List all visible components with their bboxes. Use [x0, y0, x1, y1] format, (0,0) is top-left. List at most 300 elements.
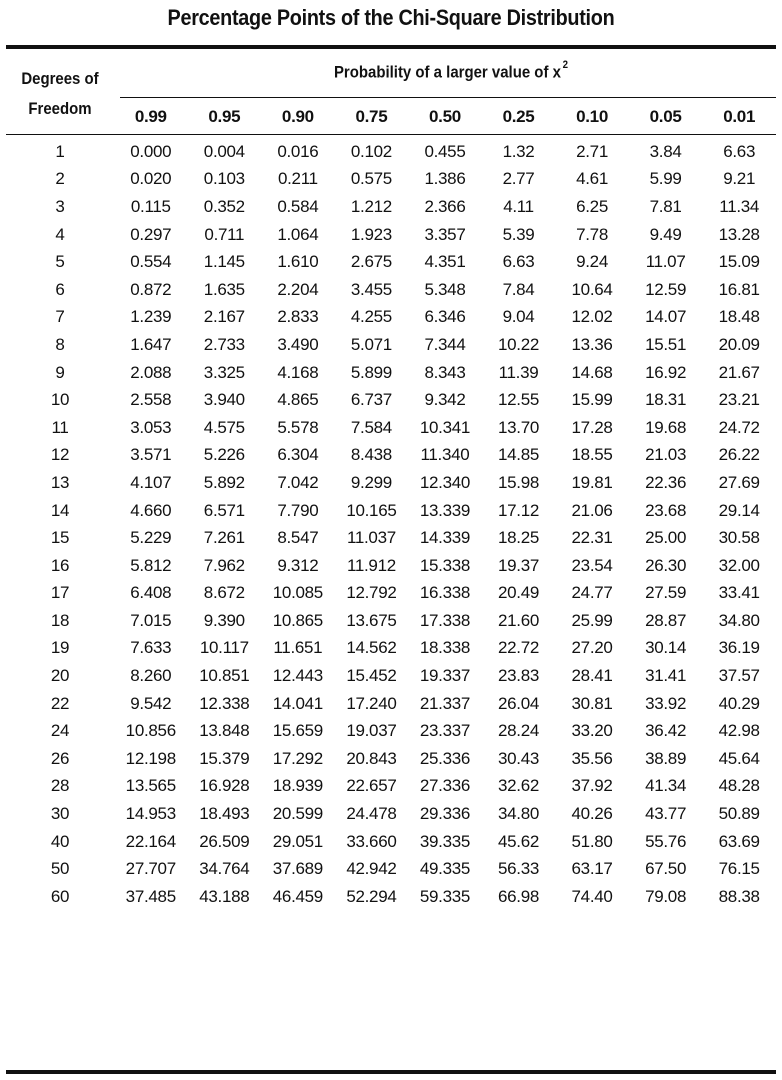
table-row	[6, 855, 776, 883]
table-row	[6, 304, 776, 332]
table-cell: 3.490	[277, 334, 319, 354]
table-cell: 34.80	[718, 610, 760, 630]
table-cell: 8.438	[350, 445, 392, 465]
table-cell: 21.06	[571, 500, 613, 520]
table-row	[6, 193, 776, 221]
table-cell: 13.339	[419, 500, 471, 520]
table-cell: 18.338	[419, 638, 471, 658]
table-cell: 15.452	[346, 666, 397, 686]
table-cell: 14.85	[497, 445, 540, 465]
table-cell: 6.63	[723, 141, 756, 161]
table-cell: 1.145	[203, 252, 245, 272]
degrees-of-freedom-cell: 18	[50, 610, 70, 630]
table-cell: 37.92	[571, 776, 613, 796]
degrees-of-freedom-cell: 16	[50, 555, 70, 575]
table-cell: 14.68	[571, 362, 613, 382]
table-cell: 12.792	[346, 583, 397, 603]
table-cell: 4.660	[130, 500, 172, 520]
table-cell: 20.843	[346, 748, 397, 768]
page-title: Percentage Points of the Chi-Square Distribution	[167, 5, 615, 30]
table-cell: 28.24	[497, 721, 540, 741]
table-cell: 17.338	[419, 610, 471, 630]
table-cell: 0.352	[203, 196, 245, 216]
degrees-of-freedom-cell: 15	[50, 528, 70, 548]
table-cell: 12.02	[571, 307, 613, 327]
table-cell: 29.051	[272, 831, 323, 851]
table-cell: 13.675	[346, 610, 397, 630]
table-cell: 37.485	[125, 886, 176, 906]
table-cell: 13.70	[497, 417, 540, 437]
table-cell: 15.659	[272, 721, 323, 741]
table-cell: 24.72	[718, 417, 760, 437]
degrees-of-freedom-cell: 1	[55, 141, 65, 161]
table-cell: 1.064	[277, 224, 319, 244]
table-cell: 5.226	[203, 445, 245, 465]
table-cell: 13.28	[718, 224, 760, 244]
table-row	[6, 414, 776, 442]
table-cell: 3.325	[203, 362, 245, 382]
table-row	[6, 442, 776, 470]
table-cell: 2.71	[576, 141, 608, 161]
table-cell: 38.89	[645, 748, 687, 768]
table-cell: 33.92	[645, 693, 687, 713]
table-cell: 42.942	[346, 859, 397, 879]
table-cell: 9.342	[424, 390, 466, 410]
table-cell: 6.304	[277, 445, 319, 465]
table-cell: 33.20	[571, 721, 613, 741]
table-cell: 30.43	[497, 748, 540, 768]
table-cell: 19.81	[571, 472, 613, 492]
table-cell: 7.344	[424, 334, 466, 354]
table-cell: 0.103	[203, 169, 245, 189]
table-body	[6, 138, 776, 911]
table-cell: 13.565	[125, 776, 176, 796]
table-cell: 3.571	[130, 445, 172, 465]
table-cell: 23.68	[645, 500, 687, 520]
degrees-of-freedom-cell: 12	[50, 445, 70, 465]
table-cell: 5.99	[649, 169, 682, 189]
table-cell: 17.240	[346, 693, 397, 713]
table-cell: 40.26	[571, 804, 613, 824]
table-cell: 0.020	[130, 169, 172, 189]
table-cell: 41.34	[645, 776, 687, 796]
table-cell: 26.04	[497, 693, 540, 713]
table-cell: 12.340	[419, 472, 471, 492]
table-cell: 27.20	[571, 638, 613, 658]
table-cell: 11.651	[273, 638, 323, 658]
table-cell: 14.953	[125, 804, 176, 824]
table-cell: 10.165	[346, 500, 397, 520]
table-cell: 7.84	[502, 279, 535, 299]
table-cell: 15.98	[497, 472, 540, 492]
table-cell: 19.68	[645, 417, 687, 437]
table-cell: 2.77	[502, 169, 535, 189]
table-cell: 67.50	[645, 859, 687, 879]
table-cell: 39.335	[419, 831, 471, 851]
table-cell: 22.36	[645, 472, 687, 492]
table-cell: 17.292	[272, 748, 323, 768]
dof-header-line1: Degrees of	[21, 69, 99, 88]
table-cell: 55.76	[645, 831, 687, 851]
table-cell: 0.016	[277, 141, 319, 161]
degrees-of-freedom-cell: 4	[55, 224, 65, 244]
table-cell: 0.711	[204, 224, 245, 244]
table-cell: 22.657	[346, 776, 397, 796]
table-cell: 36.19	[718, 638, 760, 658]
table-cell: 48.28	[718, 776, 760, 796]
table-row	[6, 552, 776, 580]
table-cell: 2.833	[277, 307, 319, 327]
table-cell: 23.83	[497, 666, 540, 686]
table-cell: 35.56	[571, 748, 613, 768]
table-cell: 76.15	[718, 859, 760, 879]
table-cell: 21.03	[645, 445, 687, 465]
table-cell: 20.49	[497, 583, 540, 603]
table-cell: 52.294	[346, 886, 397, 906]
probability-column-header: 0.01	[723, 107, 756, 126]
table-cell: 45.64	[718, 748, 760, 768]
table-cell: 9.49	[649, 224, 682, 244]
table-cell: 11.07	[645, 252, 686, 272]
table-row	[6, 662, 776, 690]
table-cell: 6.63	[502, 252, 535, 272]
table-cell: 16.81	[718, 279, 760, 299]
table-cell: 19.37	[497, 555, 540, 575]
table-cell: 18.48	[718, 307, 760, 327]
table-cell: 13.848	[199, 721, 250, 741]
table-cell: 24.478	[346, 804, 397, 824]
degrees-of-freedom-cell: 9	[55, 362, 65, 382]
table-cell: 21.337	[419, 693, 471, 713]
table-row	[6, 524, 776, 552]
degrees-of-freedom-cell: 50	[50, 859, 70, 879]
degrees-of-freedom-cell: 14	[50, 500, 70, 520]
table-cell: 18.939	[272, 776, 323, 796]
table-cell: 22.164	[125, 831, 176, 851]
degrees-of-freedom-cell: 40	[50, 831, 70, 851]
table-cell: 33.660	[346, 831, 397, 851]
table-cell: 15.09	[718, 252, 760, 272]
table-row	[6, 331, 776, 359]
table-cell: 7.261	[203, 528, 245, 548]
table-cell: 6.346	[424, 307, 466, 327]
table-row	[6, 828, 776, 856]
table-cell: 5.812	[130, 555, 172, 575]
table-cell: 13.36	[571, 334, 613, 354]
table-cell: 26.22	[718, 445, 760, 465]
table-cell: 7.633	[130, 638, 172, 658]
table-row	[6, 773, 776, 801]
table-cell: 51.80	[571, 831, 613, 851]
table-cell: 7.962	[203, 555, 245, 575]
table-row	[6, 635, 776, 663]
table-row	[6, 138, 776, 166]
probability-header	[160, 59, 743, 83]
table-cell: 23.337	[419, 721, 471, 741]
table-cell: 31.41	[645, 666, 687, 686]
table-cell: 12.55	[497, 390, 540, 410]
table-cell: 8.672	[203, 583, 245, 603]
table-cell: 1.610	[277, 252, 319, 272]
table-cell: 0.872	[130, 279, 172, 299]
degrees-of-freedom-cell: 10	[50, 390, 70, 410]
table-cell: 4.351	[424, 252, 466, 272]
table-cell: 3.357	[424, 224, 466, 244]
table-cell: 43.188	[199, 886, 250, 906]
table-row	[6, 717, 776, 745]
table-cell: 32.00	[718, 555, 760, 575]
table-cell: 6.737	[350, 390, 392, 410]
probability-column-header: 0.90	[281, 107, 314, 126]
table-row	[6, 386, 776, 414]
table-cell: 14.339	[419, 528, 471, 548]
degrees-of-freedom-cell: 6	[55, 279, 65, 299]
table-row	[6, 580, 776, 608]
table-row	[6, 359, 776, 387]
degrees-of-freedom-cell: 26	[50, 748, 70, 768]
table-cell: 1.386	[424, 169, 466, 189]
table-cell: 18.493	[199, 804, 250, 824]
table-cell: 20.09	[718, 334, 760, 354]
table-cell: 30.58	[718, 528, 760, 548]
table-cell: 15.99	[571, 390, 613, 410]
table-cell: 7.042	[277, 472, 319, 492]
degrees-of-freedom-cell: 3	[55, 196, 65, 216]
table-cell: 56.33	[497, 859, 540, 879]
probability-column-header: 0.75	[355, 107, 388, 126]
table-cell: 7.015	[130, 610, 172, 630]
probability-header-text: Probability of a larger value of x	[333, 62, 561, 82]
table-cell: 12.443	[272, 666, 323, 686]
table-cell: 0.584	[277, 196, 319, 216]
table-cell: 12.198	[125, 748, 176, 768]
table-cell: 2.088	[130, 362, 172, 382]
table-cell: 29.336	[419, 804, 471, 824]
degrees-of-freedom-cell: 19	[50, 638, 70, 658]
table-cell: 0.102	[350, 141, 392, 161]
table-cell: 5.899	[350, 362, 392, 382]
table-cell: 11.34	[719, 196, 760, 216]
degrees-of-freedom-cell: 7	[55, 307, 65, 327]
table-cell: 21.60	[497, 610, 540, 630]
degrees-of-freedom-cell: 24	[50, 721, 70, 741]
probability-header-superscript: 2	[562, 59, 569, 71]
table-cell: 1.635	[203, 279, 245, 299]
table-cell: 3.053	[130, 417, 172, 437]
table-cell: 9.542	[130, 693, 172, 713]
table-cell: 6.408	[130, 583, 172, 603]
table-cell: 10.851	[199, 666, 250, 686]
table-cell: 15.51	[645, 334, 687, 354]
top-rule	[6, 45, 776, 49]
table-cell: 3.84	[649, 141, 682, 161]
table-cell: 0.297	[130, 224, 172, 244]
table-cell: 23.21	[718, 390, 760, 410]
table-cell: 8.260	[130, 666, 172, 686]
table-cell: 28.41	[571, 666, 613, 686]
table-cell: 25.00	[645, 528, 687, 548]
table-cell: 49.335	[419, 859, 471, 879]
table-row	[6, 883, 776, 911]
degrees-of-freedom-cell: 11	[51, 417, 69, 437]
table-cell: 23.54	[571, 555, 613, 575]
table-cell: 17.12	[497, 500, 540, 520]
table-cell: 30.14	[645, 638, 687, 658]
table-cell: 11.39	[498, 362, 539, 382]
table-cell: 17.28	[571, 417, 613, 437]
table-cell: 28.87	[645, 610, 687, 630]
table-cell: 18.25	[497, 528, 540, 548]
table-cell: 11.912	[346, 555, 396, 575]
table-cell: 16.928	[199, 776, 250, 796]
table-cell: 19.037	[346, 721, 397, 741]
table-cell: 50.89	[718, 804, 760, 824]
table-cell: 7.790	[277, 500, 319, 520]
table-cell: 27.69	[718, 472, 760, 492]
table-cell: 33.41	[718, 583, 760, 603]
table-cell: 45.62	[497, 831, 540, 851]
probability-column-header: 0.95	[208, 107, 241, 126]
table-cell: 37.689	[272, 859, 323, 879]
table-cell: 10.22	[497, 334, 540, 354]
table-cell: 14.041	[272, 693, 323, 713]
table-cell: 4.61	[576, 169, 608, 189]
table-cell: 88.38	[718, 886, 760, 906]
table-cell: 2.204	[277, 279, 319, 299]
table-cell: 2.675	[350, 252, 392, 272]
table-cell: 2.167	[203, 307, 245, 327]
degrees-of-freedom-cell: 22	[50, 693, 70, 713]
table-cell: 30.81	[571, 693, 613, 713]
table-cell: 18.31	[645, 390, 687, 410]
table-cell: 4.107	[130, 472, 172, 492]
table-cell: 10.865	[272, 610, 323, 630]
table-cell: 19.337	[419, 666, 471, 686]
degrees-of-freedom-cell: 5	[55, 252, 65, 272]
table-cell: 22.31	[571, 528, 613, 548]
table-cell: 4.255	[350, 307, 392, 327]
table-cell: 5.348	[424, 279, 466, 299]
table-cell: 5.229	[130, 528, 172, 548]
table-cell: 18.55	[571, 445, 613, 465]
table-row	[6, 690, 776, 718]
table-cell: 15.379	[199, 748, 250, 768]
table-cell: 26.509	[199, 831, 250, 851]
table-row	[6, 166, 776, 194]
table-cell: 34.764	[199, 859, 250, 879]
degrees-of-freedom-cell: 2	[55, 169, 65, 189]
table-cell: 5.892	[203, 472, 245, 492]
table-cell: 34.80	[497, 804, 540, 824]
table-cell: 12.338	[199, 693, 250, 713]
table-cell: 1.239	[130, 307, 172, 327]
table-row	[6, 800, 776, 828]
table-cell: 66.98	[497, 886, 540, 906]
table-cell: 4.168	[277, 362, 319, 382]
table-cell: 27.336	[419, 776, 471, 796]
table-cell: 63.17	[571, 859, 613, 879]
header-blank-cell	[6, 104, 114, 130]
table-cell: 9.312	[277, 555, 319, 575]
table-cell: 1.647	[130, 334, 172, 354]
table-cell: 4.11	[503, 196, 534, 216]
table-cell: 9.24	[576, 252, 608, 272]
table-cell: 1.32	[502, 141, 535, 161]
table-cell: 0.115	[130, 196, 171, 216]
table-cell: 0.004	[203, 141, 245, 161]
table-cell: 10.117	[199, 638, 249, 658]
table-row	[6, 745, 776, 773]
table-cell: 5.071	[350, 334, 392, 354]
degrees-of-freedom-cell: 17	[50, 583, 70, 603]
table-cell: 9.390	[203, 610, 245, 630]
table-cell: 0.000	[130, 141, 172, 161]
table-cell: 25.336	[419, 748, 471, 768]
table-cell: 9.21	[723, 169, 756, 189]
table-cell: 10.856	[125, 721, 176, 741]
table-cell: 7.81	[649, 196, 682, 216]
probability-column-header: 0.50	[429, 107, 461, 126]
table-cell: 9.04	[502, 307, 535, 327]
table-cell: 6.571	[203, 500, 245, 520]
table-cell: 40.29	[718, 693, 760, 713]
table-cell: 1.212	[350, 196, 392, 216]
table-row	[6, 497, 776, 525]
table-cell: 63.69	[718, 831, 760, 851]
table-cell: 42.98	[718, 721, 760, 741]
table-cell: 10.64	[571, 279, 613, 299]
table-row	[6, 276, 776, 304]
table-cell: 21.67	[718, 362, 760, 382]
table-cell: 7.78	[576, 224, 608, 244]
table-cell: 0.575	[350, 169, 392, 189]
header-row	[6, 104, 776, 130]
table-cell: 16.92	[645, 362, 687, 382]
probability-column-headers	[6, 104, 776, 130]
table-cell: 3.940	[203, 390, 245, 410]
table-cell: 15.338	[419, 555, 471, 575]
table-cell: 14.562	[346, 638, 397, 658]
table-cell: 16.338	[419, 583, 471, 603]
table-cell: 2.558	[130, 390, 172, 410]
table-cell: 25.99	[571, 610, 613, 630]
table-row	[6, 607, 776, 635]
table-cell: 26.30	[645, 555, 687, 575]
header-bottom-rule	[6, 134, 776, 135]
table-cell: 0.554	[130, 252, 172, 272]
probability-column-header: 0.10	[576, 107, 608, 126]
table-cell: 24.77	[571, 583, 613, 603]
table-cell: 7.584	[350, 417, 392, 437]
table-cell: 5.578	[277, 417, 319, 437]
table-cell: 6.25	[576, 196, 608, 216]
table-cell: 11.037	[346, 528, 396, 548]
degrees-of-freedom-cell: 13	[50, 472, 70, 492]
bottom-rule	[6, 1070, 776, 1074]
degrees-of-freedom-cell: 28	[50, 776, 70, 796]
degrees-of-freedom-cell: 20	[50, 666, 70, 686]
chi-square-table	[6, 138, 776, 911]
table-cell: 10.341	[419, 417, 471, 437]
table-cell: 9.299	[350, 472, 392, 492]
table-cell: 3.455	[350, 279, 392, 299]
table-cell: 22.72	[497, 638, 540, 658]
table-cell: 8.547	[277, 528, 319, 548]
table-cell: 74.40	[571, 886, 613, 906]
table-cell: 27.59	[645, 583, 687, 603]
table-cell: 0.211	[277, 169, 318, 189]
table-cell: 2.733	[203, 334, 245, 354]
